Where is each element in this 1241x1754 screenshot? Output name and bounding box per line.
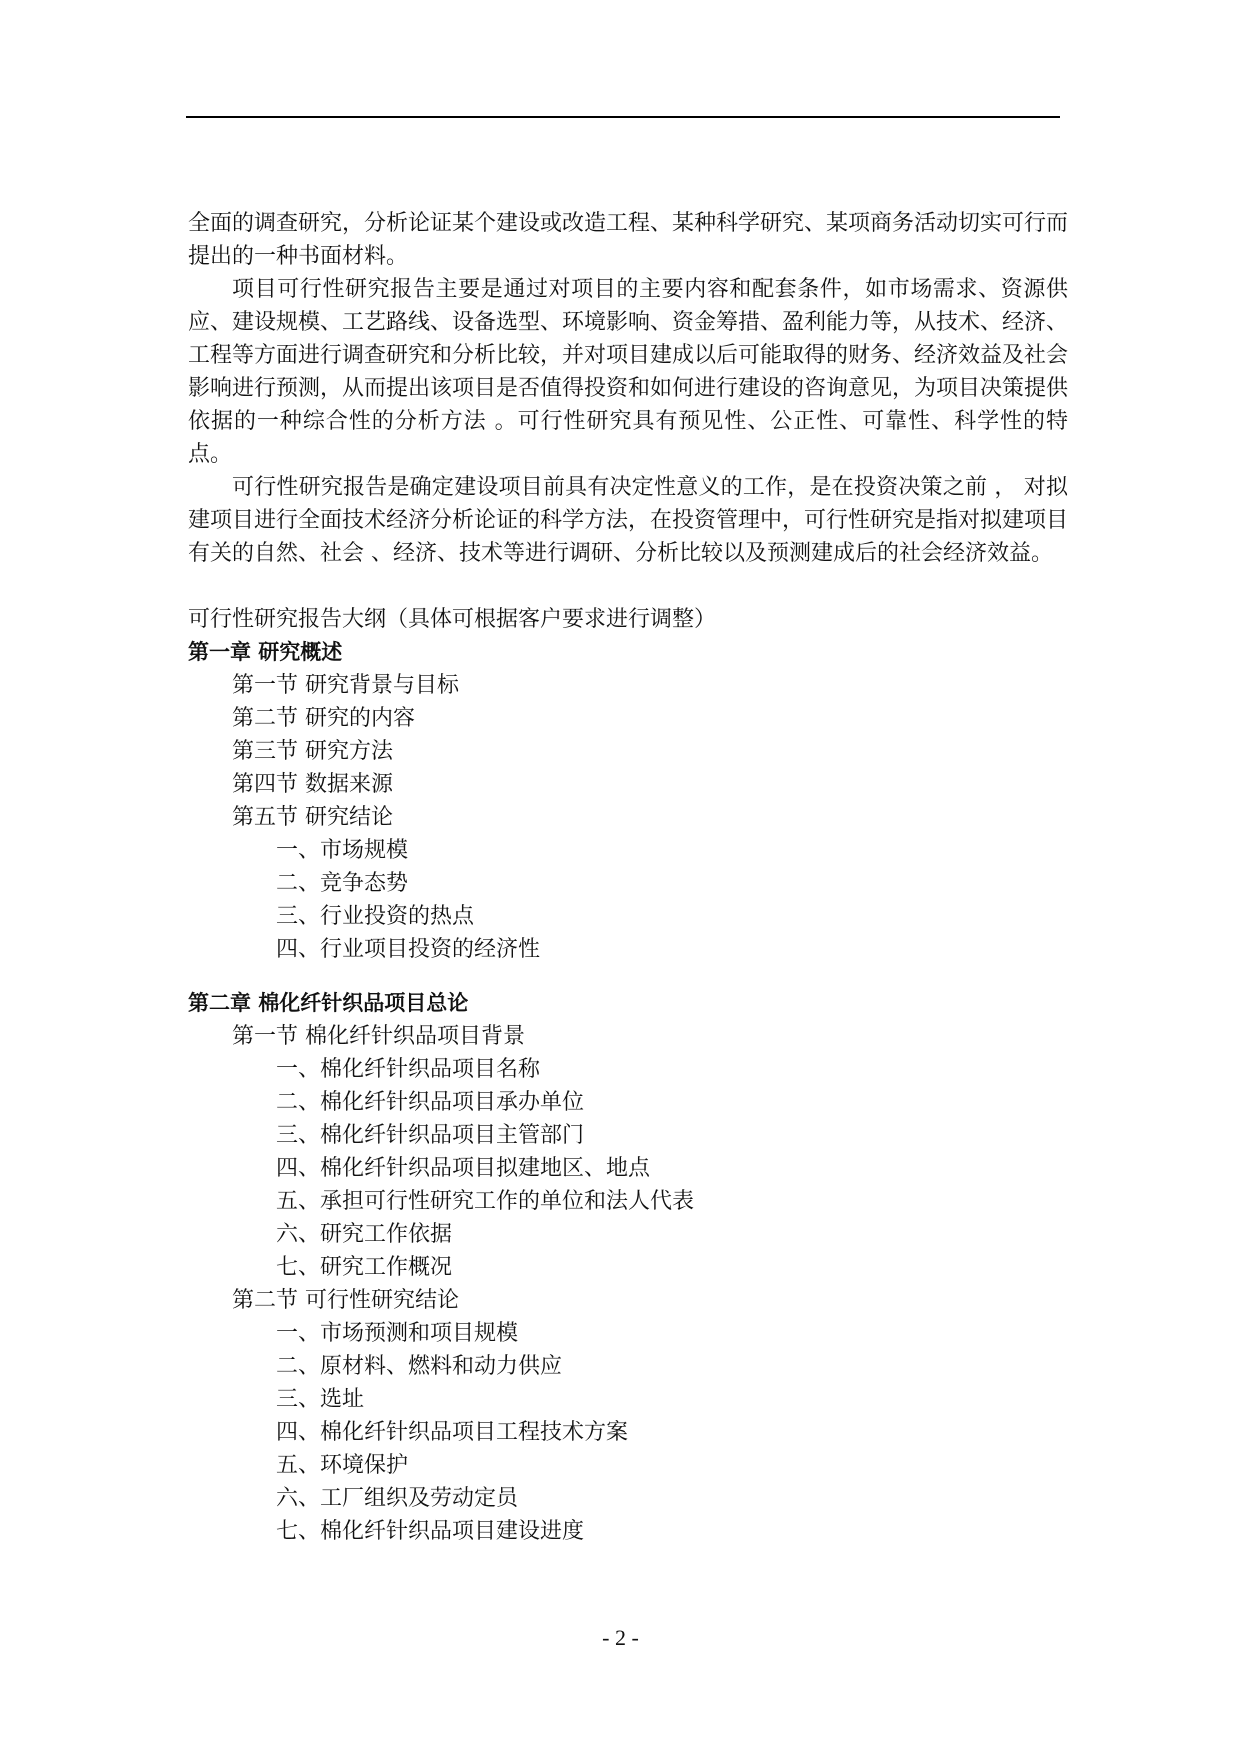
outline-item: 七、棉化纤针织品项目建设进度: [276, 1519, 585, 1544]
outline-item: 一、市场预测和项目规模: [276, 1321, 519, 1346]
section-heading: 第二节 研究的内容: [232, 706, 415, 731]
spacer: [188, 966, 1068, 987]
section-heading: 第五节 研究结论: [232, 805, 393, 830]
chapter-heading-1: 第一章 研究概述: [188, 640, 343, 664]
paragraph-report-importance: 可行性研究报告是确定建设项目前具有决定性意义的工作，是在投资决策之前 ， 对拟建项目进行全面技术经济分析论证的科学方法，在投资管理中，可行性研究是指对拟建项目有关的自然、社会 、经济、技术等进行调研、分析比较以及预测建成后的社会经济效益。: [188, 475, 1069, 566]
section-heading: 第四节 数据来源: [232, 772, 393, 797]
outline-item: 三、行业投资的热点: [276, 904, 475, 929]
paragraph-report-purpose: 项目可行性研究报告主要是通过对项目的主要内容和配套条件，如市场需求、资源供应、建设规模、工艺路线、设备选型、环境影响、资金筹措、盈利能力等，从技术、经济、工程等方面进行调查研究和分析比较，并对项目建成以后可能取得的财务、经济效益及社会影响进行预测，从而提出该项目是否值得投资和如何进行建设的咨询意见，为项目决策提供依据的一种综合性的分析方法 。可行性研究具有预见性、公正性、可靠性、科学性的特点。: [188, 277, 1069, 467]
outline-item: 四、行业项目投资的经济性: [276, 937, 541, 962]
section-heading: 第二节 可行性研究结论: [232, 1288, 459, 1313]
section-heading: 第三节 研究方法: [232, 739, 393, 764]
chapter-heading-2: 第二章 棉化纤针织品项目总论: [188, 991, 469, 1015]
outline-item: 六、研究工作依据: [276, 1222, 453, 1247]
outline-item: 二、原材料、燃料和动力供应: [276, 1354, 563, 1379]
outline-item: 四、棉化纤针织品项目拟建地区、地点: [276, 1156, 651, 1181]
outline-item: 一、棉化纤针织品项目名称: [276, 1057, 541, 1082]
header-rule: [186, 116, 1060, 118]
outline-item: 三、选址: [276, 1387, 365, 1412]
outline-item: 三、棉化纤针织品项目主管部门: [276, 1123, 585, 1148]
outline-item: 二、棉化纤针织品项目承办单位: [276, 1090, 585, 1115]
spacer: [188, 570, 1068, 603]
outline-item: 一、市场规模: [276, 838, 409, 863]
outline-item: 四、棉化纤针织品项目工程技术方案: [276, 1420, 629, 1445]
section-heading: 第一节 棉化纤针织品项目背景: [232, 1024, 525, 1049]
section-heading: 第一节 研究背景与目标: [232, 673, 459, 698]
page-number: - 2 -: [602, 1625, 639, 1650]
document-body: [188, 207, 1068, 1548]
outline-item: 六、工厂组织及劳动定员: [276, 1486, 519, 1511]
outline-item: 二、竞争态势: [276, 871, 409, 896]
paragraph-intro-continuation: 全面的调查研究，分析论证某个建设或改造工程、某种科学研究、某项商务活动切实可行而提出的一种书面材料。: [188, 211, 1069, 269]
outline-title: 可行性研究报告大纲（具体可根据客户要求进行调整）: [188, 607, 717, 632]
outline-item: 七、研究工作概况: [276, 1255, 453, 1280]
outline-item: 五、环境保护: [276, 1453, 409, 1478]
outline-item: 五、承担可行性研究工作的单位和法人代表: [276, 1189, 695, 1214]
